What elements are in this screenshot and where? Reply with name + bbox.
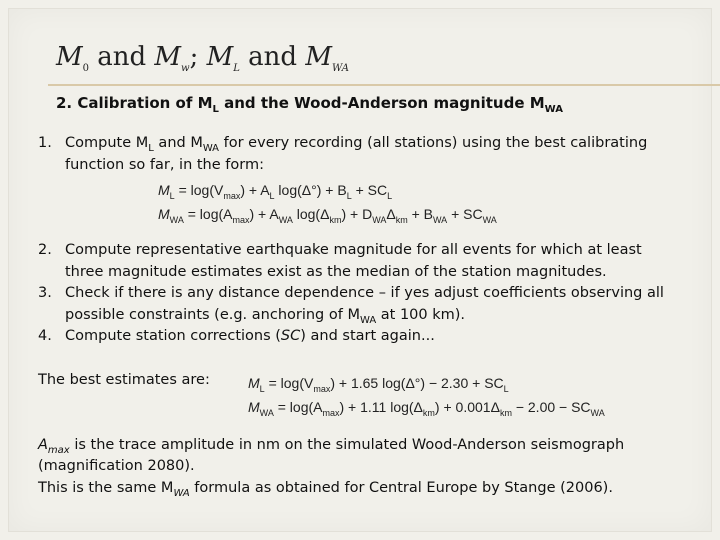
magnification-note: (magnification 2080). bbox=[38, 458, 195, 474]
step-4: 4. Compute station corrections (SC) and start again... bbox=[38, 328, 435, 344]
formula-mwa-best: $M_{WA} = \log(A_{max}) + 1.11$ $\log(\Delta_{km}) + 0.001\Delta_{km} - 2.00 - SC_{WA}$ bbox=[248, 399, 605, 418]
best-estimates-label: The best estimates are: bbox=[38, 372, 210, 388]
stange-note: This is the same $M_{WA}$ formula as obtained for Central Europe by Stange (2006). bbox=[38, 480, 613, 499]
step-list-bottom bbox=[38, 240, 697, 348]
title-divider bbox=[48, 84, 720, 86]
step-1: 1. Compute $M_L$ and $M_{WA}$ for every recording (all stations) using the best calibrating function so far, in the form: bbox=[38, 135, 648, 173]
section-subtitle: 2. Calibration of $M_L$ and the Wood-Anderson magnitude $M_{WA}$ bbox=[56, 94, 563, 115]
formula-mwa-general: $M_{WA} = \log(A_{max}) + A_{WA}$ $\log(\Delta_{km}) + D_{WA}\Delta_{km} + B_{WA} + SC_{WA}$ bbox=[158, 206, 497, 225]
formula-ml-best: $M_L = \log(V_{max}) + 1.65$ $\log(\Delta^\circ) - 2.30 + SC_L$ bbox=[248, 375, 509, 394]
step-2: 2. Compute representative earthquake magnitude for all events for which at least three magnitude estimates exist as the median of the station magnitudes. bbox=[38, 242, 642, 280]
step-3: 3. Check if there is any distance dependence – if yes adjust coefficients observing all possible constraints (e.g. anchoring of $M_{WA}$ at 100 km). bbox=[38, 285, 664, 326]
amax-note: $A_{max}$ is the trace amplitude in nm on the simulated Wood-Anderson seismograph bbox=[38, 437, 625, 456]
formula-ml-general: $M_L = \log(V_{max}) + A_L$ $\log(\Delta^\circ) + B_L + SC_L$ bbox=[158, 182, 393, 201]
step-list-top bbox=[38, 133, 697, 176]
slide-title: $M_0$ and $M_w$; $M_L$ and $M_{WA}$ bbox=[56, 42, 349, 75]
